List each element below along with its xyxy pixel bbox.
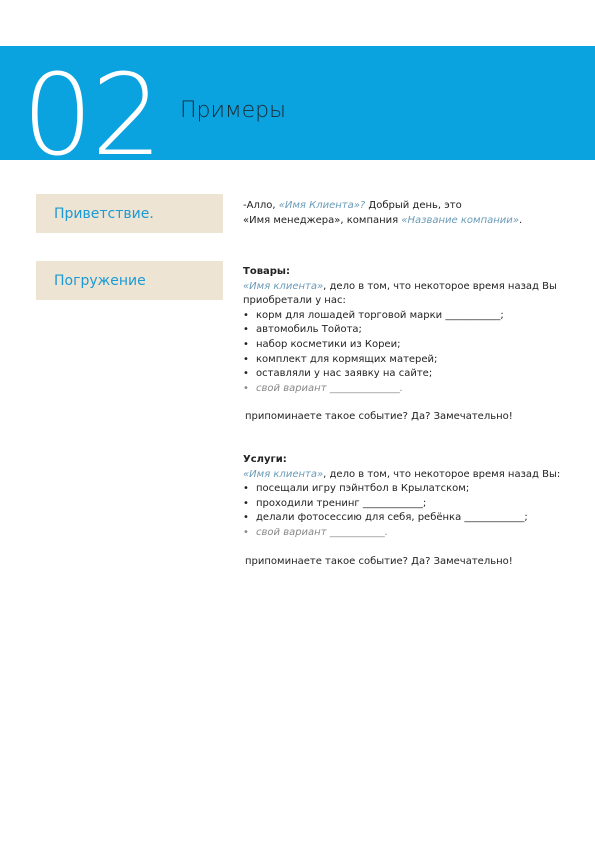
label-immersion: Погружение [36, 261, 223, 300]
list-item: • посещали игру пэйнтбол в Крылатском; [243, 482, 563, 497]
company-name-placeholder: «Название компании» [401, 214, 519, 226]
greeting-prefix: -Алло, [243, 200, 279, 211]
goods-heading: Товары: [243, 266, 290, 277]
goods-block [243, 265, 563, 425]
goods-intro-text: , дело в том, что некоторое время назад Вы приобретали у нас: [243, 280, 557, 307]
list-item: • автомобиль Тойота; [243, 323, 563, 338]
section-number: 02 [22, 51, 161, 160]
services-closing: припоминаете такое событие? Да? Замечательно! [245, 555, 513, 567]
goods-closing: припоминаете такое событие? Да? Замечательно! [245, 411, 513, 423]
client-name-placeholder: «Имя Клиента»? [278, 200, 366, 211]
list-item: • набор косметики из Кореи; [243, 338, 563, 353]
greeting-suffix: Добрый день, это [365, 200, 462, 211]
goods-intro [243, 280, 563, 309]
header-banner [0, 46, 595, 160]
goods-client-placeholder: «Имя клиента» [243, 280, 324, 292]
services-intro-text: , дело в том, что некоторое время назад Вы: [323, 468, 561, 480]
greeting-line-2 [243, 214, 563, 229]
list-item: • проходили тренинг ____________; [243, 497, 563, 512]
list-item: • комплект для кормящих матерей; [243, 353, 563, 368]
services-block [243, 453, 563, 569]
services-heading: Услуги: [243, 454, 287, 465]
list-item: • делали фотосессию для себя, ребёнка ____________; [243, 511, 563, 526]
manager-text: «Имя менеджера», компания [243, 214, 402, 226]
greeting-text [243, 199, 563, 228]
label-greeting: Приветствие. [36, 194, 223, 233]
list-item-own-variant: • свой вариант ___________. [243, 526, 563, 541]
page-title: Примеры [180, 98, 286, 123]
services-list [243, 482, 563, 540]
goods-list [243, 309, 563, 397]
list-item: • оставляли у нас заявку на сайте; [243, 367, 563, 382]
greeting-line-1 [243, 199, 563, 214]
services-intro [243, 468, 563, 483]
list-item: • корм для лошадей торговой марки ___________; [243, 309, 563, 324]
services-client-placeholder: «Имя клиента» [243, 468, 324, 480]
list-item-own-variant: • свой вариант ______________. [243, 382, 563, 397]
greeting-period: . [518, 214, 523, 226]
